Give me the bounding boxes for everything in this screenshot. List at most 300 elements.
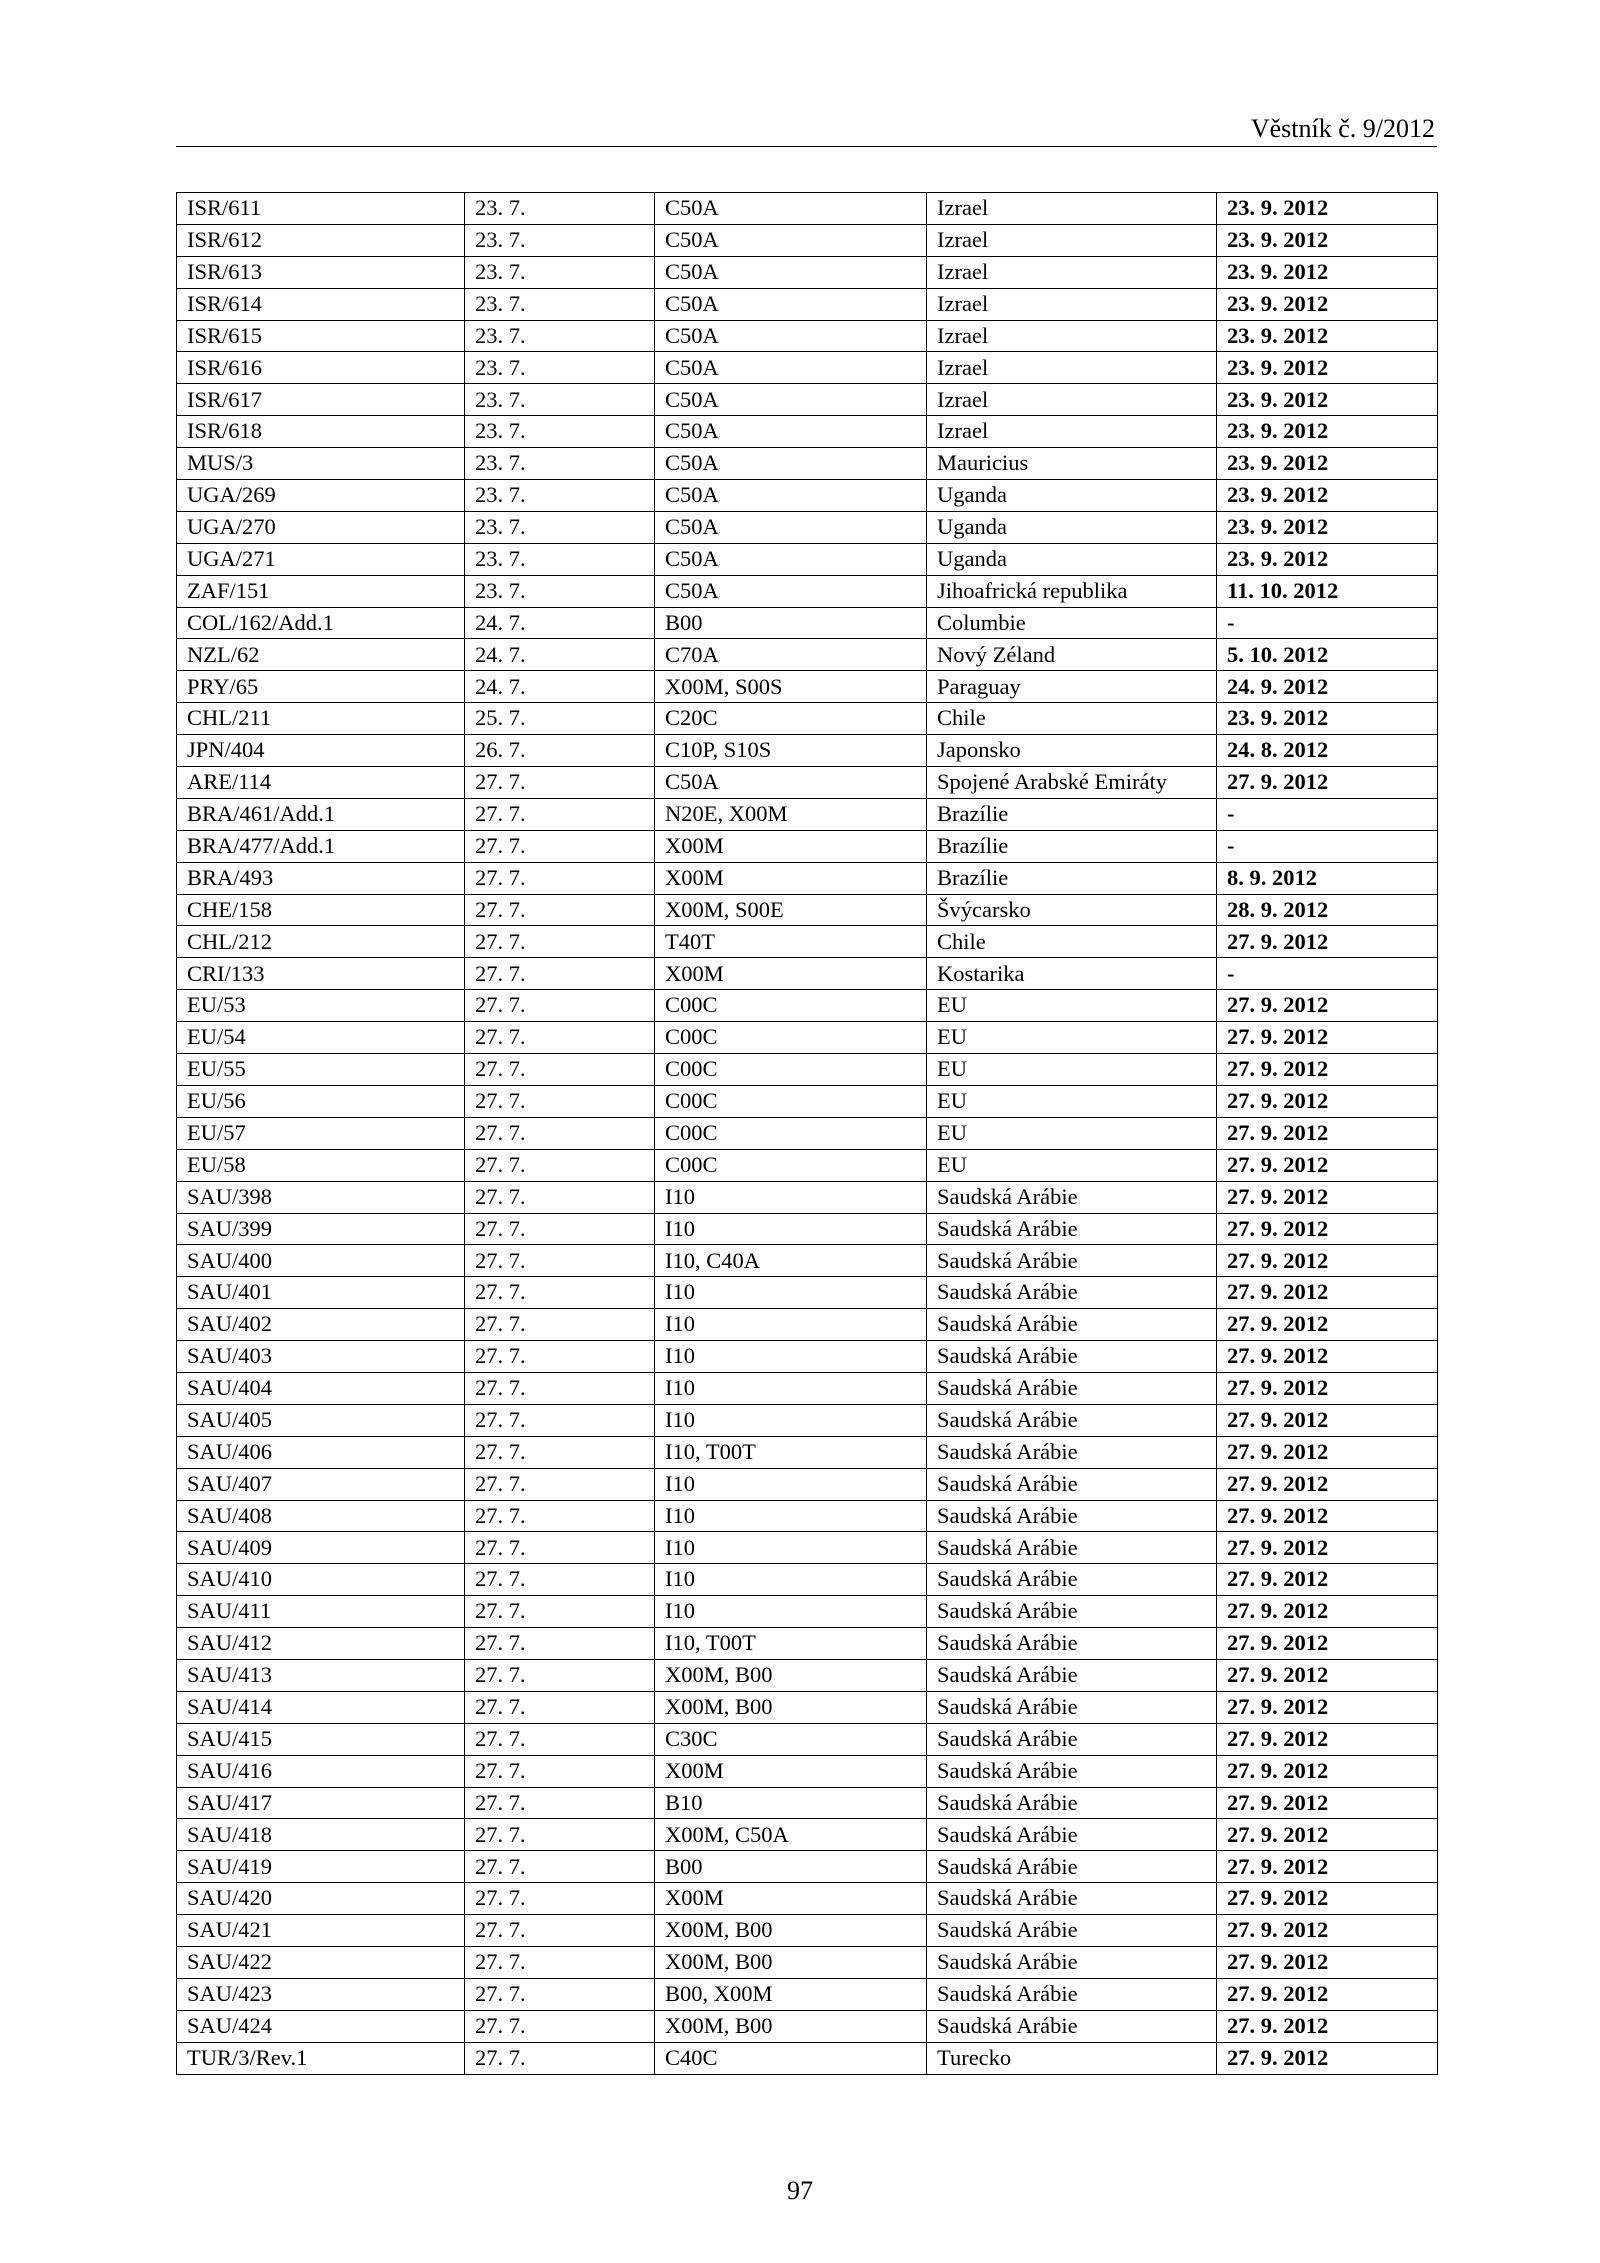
table-row xyxy=(177,1404,1438,1436)
deadline-date-cell: 27. 9. 2012 xyxy=(1217,1723,1438,1755)
code-cell: I10 xyxy=(655,1564,927,1596)
deadline-date-cell: 27. 9. 2012 xyxy=(1217,767,1438,799)
table-row xyxy=(177,1596,1438,1628)
notification-id-cell: SAU/411 xyxy=(177,1596,465,1628)
table-row xyxy=(177,1022,1438,1054)
country-cell: Mauricius xyxy=(927,448,1217,480)
notification-date-cell: 27. 7. xyxy=(465,2010,655,2042)
notification-id-cell: SAU/409 xyxy=(177,1532,465,1564)
notification-date-cell: 23. 7. xyxy=(465,224,655,256)
country-cell: Turecko xyxy=(927,2042,1217,2074)
code-cell: X00M, B00 xyxy=(655,1915,927,1947)
notification-id-cell: ARE/114 xyxy=(177,767,465,799)
code-cell: C50A xyxy=(655,480,927,512)
table-row xyxy=(177,224,1438,256)
deadline-date-cell: 23. 9. 2012 xyxy=(1217,256,1438,288)
code-cell: B00 xyxy=(655,1851,927,1883)
country-cell: Izrael xyxy=(927,193,1217,225)
code-cell: C50A xyxy=(655,767,927,799)
deadline-date-cell: 27. 9. 2012 xyxy=(1217,1468,1438,1500)
notification-date-cell: 23. 7. xyxy=(465,288,655,320)
country-cell: Japonsko xyxy=(927,735,1217,767)
deadline-date-cell: 27. 9. 2012 xyxy=(1217,1213,1438,1245)
country-cell: Saudská Arábie xyxy=(927,1309,1217,1341)
deadline-date-cell: 27. 9. 2012 xyxy=(1217,1085,1438,1117)
code-cell: C00C xyxy=(655,1022,927,1054)
notification-id-cell: SAU/418 xyxy=(177,1819,465,1851)
country-cell: Saudská Arábie xyxy=(927,1659,1217,1691)
country-cell: EU xyxy=(927,1149,1217,1181)
code-cell: X00M, B00 xyxy=(655,2010,927,2042)
notification-date-cell: 27. 7. xyxy=(465,1915,655,1947)
table-row xyxy=(177,480,1438,512)
table-row xyxy=(177,639,1438,671)
code-cell: I10 xyxy=(655,1309,927,1341)
deadline-date-cell: 23. 9. 2012 xyxy=(1217,288,1438,320)
country-cell: Jihoafrická republika xyxy=(927,575,1217,607)
deadline-date-cell: 23. 9. 2012 xyxy=(1217,543,1438,575)
table-row xyxy=(177,1819,1438,1851)
notification-date-cell: 23. 7. xyxy=(465,480,655,512)
country-cell: Uganda xyxy=(927,543,1217,575)
bulletin-title: Věstník č. 9/2012 xyxy=(1250,114,1435,143)
notification-id-cell: BRA/461/Add.1 xyxy=(177,798,465,830)
deadline-date-cell: 27. 9. 2012 xyxy=(1217,1149,1438,1181)
table-row xyxy=(177,1213,1438,1245)
table-row xyxy=(177,384,1438,416)
table-row xyxy=(177,1436,1438,1468)
notification-date-cell: 27. 7. xyxy=(465,1978,655,2010)
country-cell: Saudská Arábie xyxy=(927,1245,1217,1277)
country-cell: Izrael xyxy=(927,224,1217,256)
notification-date-cell: 27. 7. xyxy=(465,1054,655,1086)
table-row xyxy=(177,288,1438,320)
deadline-date-cell: 27. 9. 2012 xyxy=(1217,1755,1438,1787)
code-cell: X00M xyxy=(655,1883,927,1915)
code-cell: X00M, B00 xyxy=(655,1946,927,1978)
code-cell: N20E, X00M xyxy=(655,798,927,830)
country-cell: EU xyxy=(927,1022,1217,1054)
notification-date-cell: 27. 7. xyxy=(465,1117,655,1149)
table-row xyxy=(177,1691,1438,1723)
code-cell: C50A xyxy=(655,543,927,575)
deadline-date-cell: 27. 9. 2012 xyxy=(1217,1341,1438,1373)
notification-date-cell: 27. 7. xyxy=(465,1245,655,1277)
deadline-date-cell: 27. 9. 2012 xyxy=(1217,1978,1438,2010)
deadline-date-cell: 27. 9. 2012 xyxy=(1217,1436,1438,1468)
code-cell: C00C xyxy=(655,1054,927,1086)
notification-date-cell: 27. 7. xyxy=(465,1149,655,1181)
table-row xyxy=(177,1181,1438,1213)
notification-id-cell: BRA/493 xyxy=(177,862,465,894)
code-cell: C00C xyxy=(655,1117,927,1149)
notification-id-cell: SAU/401 xyxy=(177,1277,465,1309)
deadline-date-cell: 27. 9. 2012 xyxy=(1217,1372,1438,1404)
country-cell: EU xyxy=(927,1117,1217,1149)
notification-id-cell: SAU/419 xyxy=(177,1851,465,1883)
country-cell: Saudská Arábie xyxy=(927,1628,1217,1660)
notification-id-cell: SAU/406 xyxy=(177,1436,465,1468)
notification-date-cell: 27. 7. xyxy=(465,1309,655,1341)
notification-id-cell: SAU/417 xyxy=(177,1787,465,1819)
country-cell: Saudská Arábie xyxy=(927,1851,1217,1883)
notification-date-cell: 27. 7. xyxy=(465,2042,655,2074)
notification-date-cell: 27. 7. xyxy=(465,1404,655,1436)
notification-id-cell: PRY/65 xyxy=(177,671,465,703)
country-cell: EU xyxy=(927,990,1217,1022)
table-row xyxy=(177,1085,1438,1117)
country-cell: Saudská Arábie xyxy=(927,1372,1217,1404)
notification-id-cell: ISR/611 xyxy=(177,193,465,225)
deadline-date-cell: 23. 9. 2012 xyxy=(1217,448,1438,480)
table-row xyxy=(177,1787,1438,1819)
country-cell: Saudská Arábie xyxy=(927,1468,1217,1500)
notification-date-cell: 23. 7. xyxy=(465,575,655,607)
table-row xyxy=(177,1372,1438,1404)
notification-date-cell: 23. 7. xyxy=(465,543,655,575)
deadline-date-cell: 27. 9. 2012 xyxy=(1217,990,1438,1022)
deadline-date-cell: 23. 9. 2012 xyxy=(1217,193,1438,225)
table-row xyxy=(177,990,1438,1022)
deadline-date-cell: 27. 9. 2012 xyxy=(1217,1564,1438,1596)
table-row xyxy=(177,1500,1438,1532)
table-row xyxy=(177,1723,1438,1755)
notification-id-cell: UGA/270 xyxy=(177,511,465,543)
deadline-date-cell: 23. 9. 2012 xyxy=(1217,511,1438,543)
deadline-date-cell: 27. 9. 2012 xyxy=(1217,1883,1438,1915)
notification-id-cell: ZAF/151 xyxy=(177,575,465,607)
notification-date-cell: 27. 7. xyxy=(465,1341,655,1373)
notification-date-cell: 27. 7. xyxy=(465,1946,655,1978)
notification-date-cell: 27. 7. xyxy=(465,1787,655,1819)
country-cell: Columbie xyxy=(927,607,1217,639)
notification-date-cell: 27. 7. xyxy=(465,1628,655,1660)
country-cell: Saudská Arábie xyxy=(927,2010,1217,2042)
notification-date-cell: 23. 7. xyxy=(465,448,655,480)
notification-id-cell: ISR/616 xyxy=(177,352,465,384)
notification-id-cell: EU/54 xyxy=(177,1022,465,1054)
table-row xyxy=(177,1468,1438,1500)
deadline-date-cell: 27. 9. 2012 xyxy=(1217,1054,1438,1086)
table-row xyxy=(177,798,1438,830)
notification-date-cell: 27. 7. xyxy=(465,1500,655,1532)
deadline-date-cell: 27. 9. 2012 xyxy=(1217,1532,1438,1564)
deadline-date-cell: 5. 10. 2012 xyxy=(1217,639,1438,671)
notification-date-cell: 27. 7. xyxy=(465,1819,655,1851)
code-cell: I10 xyxy=(655,1372,927,1404)
notification-id-cell: SAU/420 xyxy=(177,1883,465,1915)
deadline-date-cell: 27. 9. 2012 xyxy=(1217,1596,1438,1628)
country-cell: Saudská Arábie xyxy=(927,1978,1217,2010)
notification-id-cell: EU/53 xyxy=(177,990,465,1022)
code-cell: C10P, S10S xyxy=(655,735,927,767)
table-row xyxy=(177,1755,1438,1787)
notification-date-cell: 27. 7. xyxy=(465,1022,655,1054)
notification-date-cell: 24. 7. xyxy=(465,639,655,671)
country-cell: Kostarika xyxy=(927,958,1217,990)
notification-id-cell: CHE/158 xyxy=(177,894,465,926)
country-cell: Saudská Arábie xyxy=(927,1436,1217,1468)
notification-date-cell: 27. 7. xyxy=(465,1755,655,1787)
notification-id-cell: MUS/3 xyxy=(177,448,465,480)
notification-id-cell: BRA/477/Add.1 xyxy=(177,830,465,862)
code-cell: X00M xyxy=(655,958,927,990)
country-cell: Izrael xyxy=(927,384,1217,416)
notification-date-cell: 25. 7. xyxy=(465,703,655,735)
code-cell: X00M xyxy=(655,862,927,894)
notification-id-cell: UGA/271 xyxy=(177,543,465,575)
table-row xyxy=(177,958,1438,990)
deadline-date-cell: 27. 9. 2012 xyxy=(1217,1946,1438,1978)
table-row xyxy=(177,735,1438,767)
notification-id-cell: ISR/614 xyxy=(177,288,465,320)
notification-id-cell: COL/162/Add.1 xyxy=(177,607,465,639)
table-row xyxy=(177,1309,1438,1341)
country-cell: Izrael xyxy=(927,320,1217,352)
code-cell: I10 xyxy=(655,1500,927,1532)
country-cell: Saudská Arábie xyxy=(927,1596,1217,1628)
deadline-date-cell: 27. 9. 2012 xyxy=(1217,1787,1438,1819)
table-row xyxy=(177,1659,1438,1691)
notification-id-cell: SAU/407 xyxy=(177,1468,465,1500)
country-cell: Izrael xyxy=(927,288,1217,320)
notification-date-cell: 24. 7. xyxy=(465,607,655,639)
table-row xyxy=(177,1946,1438,1978)
notification-id-cell: SAU/423 xyxy=(177,1978,465,2010)
deadline-date-cell: 11. 10. 2012 xyxy=(1217,575,1438,607)
code-cell: X00M, S00E xyxy=(655,894,927,926)
deadline-date-cell: 27. 9. 2012 xyxy=(1217,1659,1438,1691)
code-cell: I10 xyxy=(655,1181,927,1213)
notification-date-cell: 27. 7. xyxy=(465,1596,655,1628)
country-cell: Brazílie xyxy=(927,798,1217,830)
country-cell: EU xyxy=(927,1054,1217,1086)
code-cell: X00M, C50A xyxy=(655,1819,927,1851)
notification-date-cell: 27. 7. xyxy=(465,926,655,958)
notification-date-cell: 27. 7. xyxy=(465,798,655,830)
country-cell: EU xyxy=(927,1085,1217,1117)
country-cell: Uganda xyxy=(927,480,1217,512)
country-cell: Saudská Arábie xyxy=(927,1532,1217,1564)
deadline-date-cell: 27. 9. 2012 xyxy=(1217,1691,1438,1723)
notification-date-cell: 23. 7. xyxy=(465,352,655,384)
notification-id-cell: ISR/612 xyxy=(177,224,465,256)
table-row xyxy=(177,1149,1438,1181)
deadline-date-cell: 27. 9. 2012 xyxy=(1217,2042,1438,2074)
code-cell: X00M, B00 xyxy=(655,1659,927,1691)
deadline-date-cell: 27. 9. 2012 xyxy=(1217,1851,1438,1883)
table-row xyxy=(177,448,1438,480)
deadline-date-cell: 23. 9. 2012 xyxy=(1217,416,1438,448)
code-cell: C50A xyxy=(655,416,927,448)
code-cell: I10 xyxy=(655,1277,927,1309)
notification-id-cell: UGA/269 xyxy=(177,480,465,512)
notification-id-cell: CRI/133 xyxy=(177,958,465,990)
deadline-date-cell: 27. 9. 2012 xyxy=(1217,926,1438,958)
table-row xyxy=(177,1564,1438,1596)
country-cell: Švýcarsko xyxy=(927,894,1217,926)
deadline-date-cell: 23. 9. 2012 xyxy=(1217,352,1438,384)
country-cell: Brazílie xyxy=(927,862,1217,894)
code-cell: C40C xyxy=(655,2042,927,2074)
notification-date-cell: 27. 7. xyxy=(465,767,655,799)
notification-id-cell: SAU/410 xyxy=(177,1564,465,1596)
notification-id-cell: SAU/413 xyxy=(177,1659,465,1691)
notification-date-cell: 27. 7. xyxy=(465,1564,655,1596)
notification-date-cell: 27. 7. xyxy=(465,1181,655,1213)
deadline-date-cell: 27. 9. 2012 xyxy=(1217,1245,1438,1277)
notification-date-cell: 27. 7. xyxy=(465,1723,655,1755)
code-cell: C50A xyxy=(655,288,927,320)
deadline-date-cell: - xyxy=(1217,830,1438,862)
country-cell: Chile xyxy=(927,703,1217,735)
table-row xyxy=(177,256,1438,288)
notification-date-cell: 27. 7. xyxy=(465,830,655,862)
notification-id-cell: SAU/415 xyxy=(177,1723,465,1755)
code-cell: X00M, S00S xyxy=(655,671,927,703)
table-row xyxy=(177,193,1438,225)
notification-date-cell: 27. 7. xyxy=(465,1532,655,1564)
table-row xyxy=(177,2010,1438,2042)
deadline-date-cell: 28. 9. 2012 xyxy=(1217,894,1438,926)
notification-date-cell: 27. 7. xyxy=(465,958,655,990)
country-cell: Saudská Arábie xyxy=(927,1883,1217,1915)
notification-date-cell: 27. 7. xyxy=(465,1468,655,1500)
notification-date-cell: 27. 7. xyxy=(465,1883,655,1915)
notification-id-cell: SAU/416 xyxy=(177,1755,465,1787)
code-cell: C70A xyxy=(655,639,927,671)
deadline-date-cell: 27. 9. 2012 xyxy=(1217,1819,1438,1851)
deadline-date-cell: 27. 9. 2012 xyxy=(1217,1915,1438,1947)
table-row xyxy=(177,1628,1438,1660)
code-cell: I10, T00T xyxy=(655,1628,927,1660)
code-cell: C50A xyxy=(655,511,927,543)
code-cell: C50A xyxy=(655,193,927,225)
code-cell: C50A xyxy=(655,448,927,480)
code-cell: X00M xyxy=(655,1755,927,1787)
notification-id-cell: CHL/211 xyxy=(177,703,465,735)
country-cell: Saudská Arábie xyxy=(927,1500,1217,1532)
code-cell: I10 xyxy=(655,1532,927,1564)
notification-date-cell: 23. 7. xyxy=(465,256,655,288)
notification-table xyxy=(176,192,1438,2075)
code-cell: C00C xyxy=(655,1085,927,1117)
country-cell: Saudská Arábie xyxy=(927,1755,1217,1787)
code-cell: C50A xyxy=(655,384,927,416)
notification-date-cell: 27. 7. xyxy=(465,990,655,1022)
table-row xyxy=(177,703,1438,735)
notification-id-cell: ISR/613 xyxy=(177,256,465,288)
code-cell: X00M xyxy=(655,830,927,862)
table-row xyxy=(177,511,1438,543)
code-cell: I10, T00T xyxy=(655,1436,927,1468)
notification-id-cell: TUR/3/Rev.1 xyxy=(177,2042,465,2074)
code-cell: C00C xyxy=(655,1149,927,1181)
code-cell: C50A xyxy=(655,256,927,288)
notification-date-cell: 27. 7. xyxy=(465,862,655,894)
notification-id-cell: SAU/412 xyxy=(177,1628,465,1660)
notification-date-cell: 27. 7. xyxy=(465,1277,655,1309)
table-row xyxy=(177,1851,1438,1883)
country-cell: Saudská Arábie xyxy=(927,1691,1217,1723)
deadline-date-cell: - xyxy=(1217,958,1438,990)
deadline-date-cell: 27. 9. 2012 xyxy=(1217,1404,1438,1436)
notification-id-cell: SAU/398 xyxy=(177,1181,465,1213)
table-row xyxy=(177,1117,1438,1149)
notification-id-cell: SAU/414 xyxy=(177,1691,465,1723)
table-row xyxy=(177,416,1438,448)
notification-id-cell: JPN/404 xyxy=(177,735,465,767)
code-cell: C50A xyxy=(655,352,927,384)
notification-id-cell: ISR/615 xyxy=(177,320,465,352)
country-cell: Saudská Arábie xyxy=(927,1564,1217,1596)
notification-date-cell: 26. 7. xyxy=(465,735,655,767)
table-row xyxy=(177,1341,1438,1373)
notification-id-cell: EU/58 xyxy=(177,1149,465,1181)
deadline-date-cell: 23. 9. 2012 xyxy=(1217,384,1438,416)
table-row xyxy=(177,767,1438,799)
notification-id-cell: SAU/421 xyxy=(177,1915,465,1947)
deadline-date-cell: 23. 9. 2012 xyxy=(1217,224,1438,256)
notification-date-cell: 27. 7. xyxy=(465,1436,655,1468)
country-cell: Saudská Arábie xyxy=(927,1277,1217,1309)
code-cell: C50A xyxy=(655,320,927,352)
table-row xyxy=(177,1532,1438,1564)
notification-date-cell: 27. 7. xyxy=(465,1213,655,1245)
country-cell: Saudská Arábie xyxy=(927,1915,1217,1947)
table-row xyxy=(177,926,1438,958)
deadline-date-cell: 27. 9. 2012 xyxy=(1217,1500,1438,1532)
notification-id-cell: SAU/402 xyxy=(177,1309,465,1341)
code-cell: I10 xyxy=(655,1596,927,1628)
notification-id-cell: EU/56 xyxy=(177,1085,465,1117)
notification-id-cell: SAU/422 xyxy=(177,1946,465,1978)
code-cell: C00C xyxy=(655,990,927,1022)
table-row xyxy=(177,1978,1438,2010)
table-row xyxy=(177,1883,1438,1915)
deadline-date-cell: 27. 9. 2012 xyxy=(1217,1309,1438,1341)
code-cell: T40T xyxy=(655,926,927,958)
code-cell: C50A xyxy=(655,575,927,607)
deadline-date-cell: 23. 9. 2012 xyxy=(1217,480,1438,512)
table-row xyxy=(177,1054,1438,1086)
notification-date-cell: 24. 7. xyxy=(465,671,655,703)
deadline-date-cell: 27. 9. 2012 xyxy=(1217,1277,1438,1309)
deadline-date-cell: 23. 9. 2012 xyxy=(1217,703,1438,735)
code-cell: C30C xyxy=(655,1723,927,1755)
code-cell: I10 xyxy=(655,1213,927,1245)
notification-id-cell: SAU/405 xyxy=(177,1404,465,1436)
table-row xyxy=(177,1915,1438,1947)
code-cell: B10 xyxy=(655,1787,927,1819)
notification-date-cell: 27. 7. xyxy=(465,1659,655,1691)
table-row xyxy=(177,1245,1438,1277)
country-cell: Izrael xyxy=(927,256,1217,288)
table-row xyxy=(177,607,1438,639)
deadline-date-cell: 24. 9. 2012 xyxy=(1217,671,1438,703)
table-row xyxy=(177,862,1438,894)
code-cell: C20C xyxy=(655,703,927,735)
deadline-date-cell: 8. 9. 2012 xyxy=(1217,862,1438,894)
page-header xyxy=(176,110,1437,147)
notification-date-cell: 23. 7. xyxy=(465,193,655,225)
country-cell: Chile xyxy=(927,926,1217,958)
country-cell: Saudská Arábie xyxy=(927,1723,1217,1755)
code-cell: B00 xyxy=(655,607,927,639)
table-row xyxy=(177,575,1438,607)
notification-id-cell: SAU/399 xyxy=(177,1213,465,1245)
table-body xyxy=(177,193,1438,2075)
